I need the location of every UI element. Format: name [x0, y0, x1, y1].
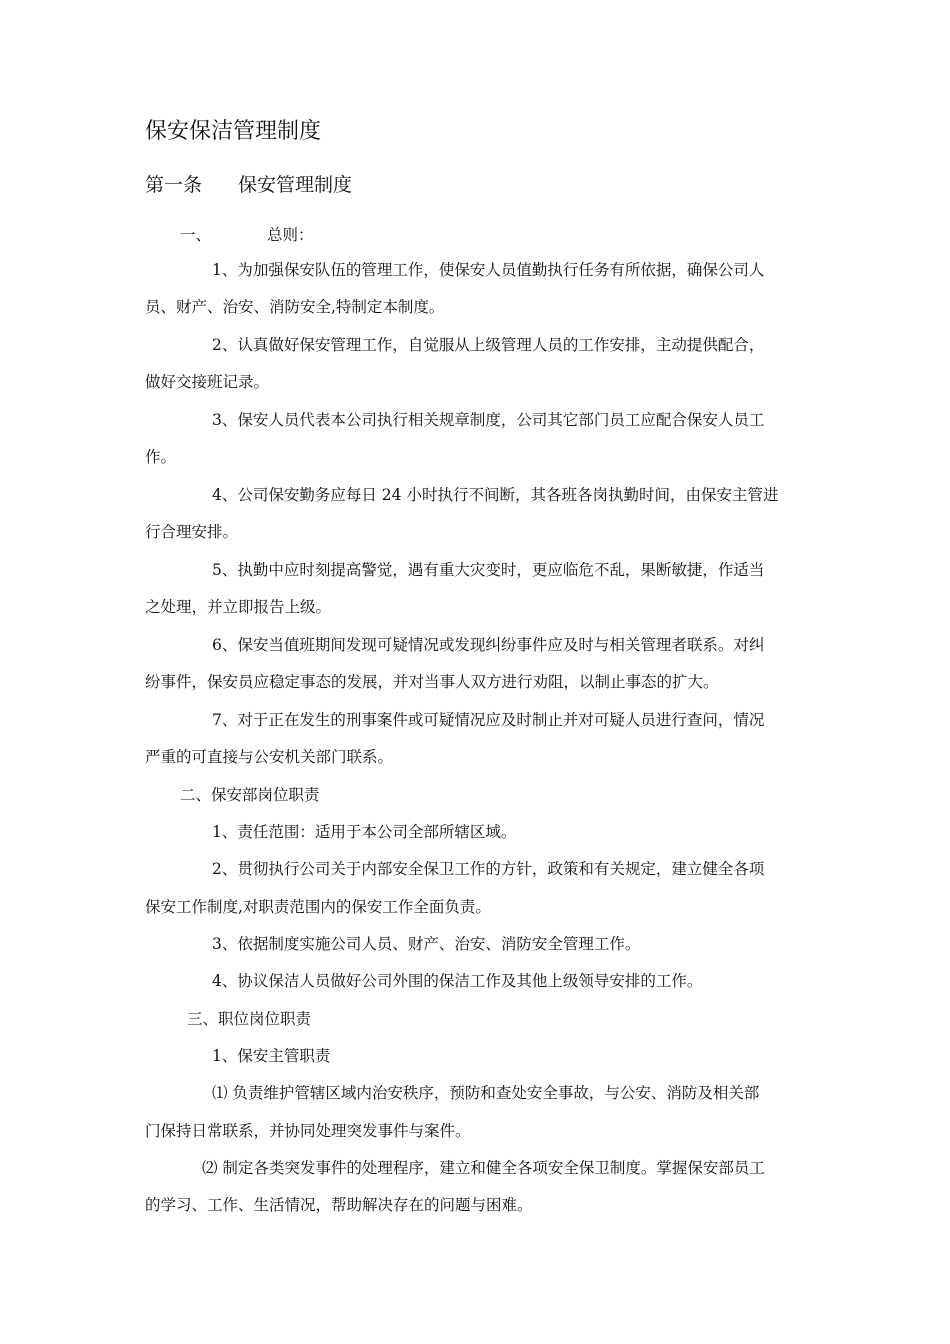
paragraph-line: 1、为加强保安队伍的管理工作，使保安人员值勤执行任务有所依据，确保公司人	[212, 261, 765, 279]
paragraph-line: 的学习、工作、生活情况，帮助解决存在的问题与困难。	[145, 1196, 533, 1214]
document-title: 保安保洁管理制度	[145, 119, 322, 144]
section-heading	[180, 224, 314, 246]
paragraph-line: 之处理，并立即报告上级。	[145, 598, 332, 616]
article-heading	[145, 171, 352, 199]
paragraph-line: 做好交接班记录。	[145, 373, 270, 391]
section-title: 总则：	[267, 226, 314, 244]
paragraph-line: 3、依据制度实施公司人员、财产、治安、消防安全管理工作。	[212, 935, 641, 953]
paragraph-line: 严重的可直接与公安机关部门联系。	[145, 748, 394, 766]
paragraph-line: 4、公司保安勤务应每日 24 小时执行不间断，其各班各岗执勤时间，由保安主管进	[212, 486, 779, 504]
paragraph-line: 作。	[145, 448, 177, 466]
paragraph-line: 6、保安当值班期间发现可疑情况或发现纠纷事件应及时与相关管理者联系。对纠	[212, 636, 765, 654]
section-number: 一、	[180, 226, 212, 244]
paragraph-line: ⑴ 负责维护管辖区域内治安秩序，预防和查处安全事故，与公安、消防及相关部	[212, 1084, 760, 1102]
section-heading: 二、保安部岗位职责	[180, 786, 320, 804]
paragraph-line: 2、认真做好保安管理工作，自觉服从上级管理人员的工作安排，主动提供配合，	[212, 336, 765, 354]
paragraph-line: 1、责任范围：适用于本公司全部所辖区域。	[212, 823, 517, 841]
paragraph-line: 保安工作制度,对职责范围内的保安工作全面负责。	[145, 898, 491, 916]
paragraph-line: ⑵ 制定各类突发事件的处理程序，建立和健全各项安全保卫制度。掌握保安部员工	[202, 1159, 765, 1177]
paragraph-line: 4、协议保洁人员做好公司外围的保洁工作及其他上级领导安排的工作。	[212, 972, 703, 990]
article-number: 第一条	[145, 174, 203, 196]
paragraph-line: 纷事件，保安员应稳定事态的发展，并对当事人双方进行劝阻，以制止事态的扩大。	[145, 673, 719, 691]
paragraph-line: 员、财产、治安、消防安全,特制定本制度。	[145, 298, 445, 316]
paragraph-line: 2、贯彻执行公司关于内部安全保卫工作的方针，政策和有关规定，建立健全各项	[212, 860, 765, 878]
paragraph-line: 7、对于正在发生的刑事案件或可疑情况应及时制止并对可疑人员进行查问，情况	[212, 711, 765, 729]
subsection-heading: 1、保安主管职责	[212, 1047, 331, 1065]
paragraph-line: 门保持日常联系，并协同处理突发事件与案件。	[145, 1122, 471, 1140]
paragraph-line: 3、保安人员代表本公司执行相关规章制度，公司其它部门员工应配合保安人员工	[212, 411, 765, 429]
paragraph-line: 行合理安排。	[145, 523, 239, 541]
paragraph-line: 5、执勤中应时刻提高警觉，遇有重大灾变时，更应临危不乱，果断敏捷，作适当	[212, 561, 765, 579]
section-heading: 三、职位岗位职责	[187, 1010, 312, 1028]
article-title: 保安管理制度	[238, 174, 353, 196]
